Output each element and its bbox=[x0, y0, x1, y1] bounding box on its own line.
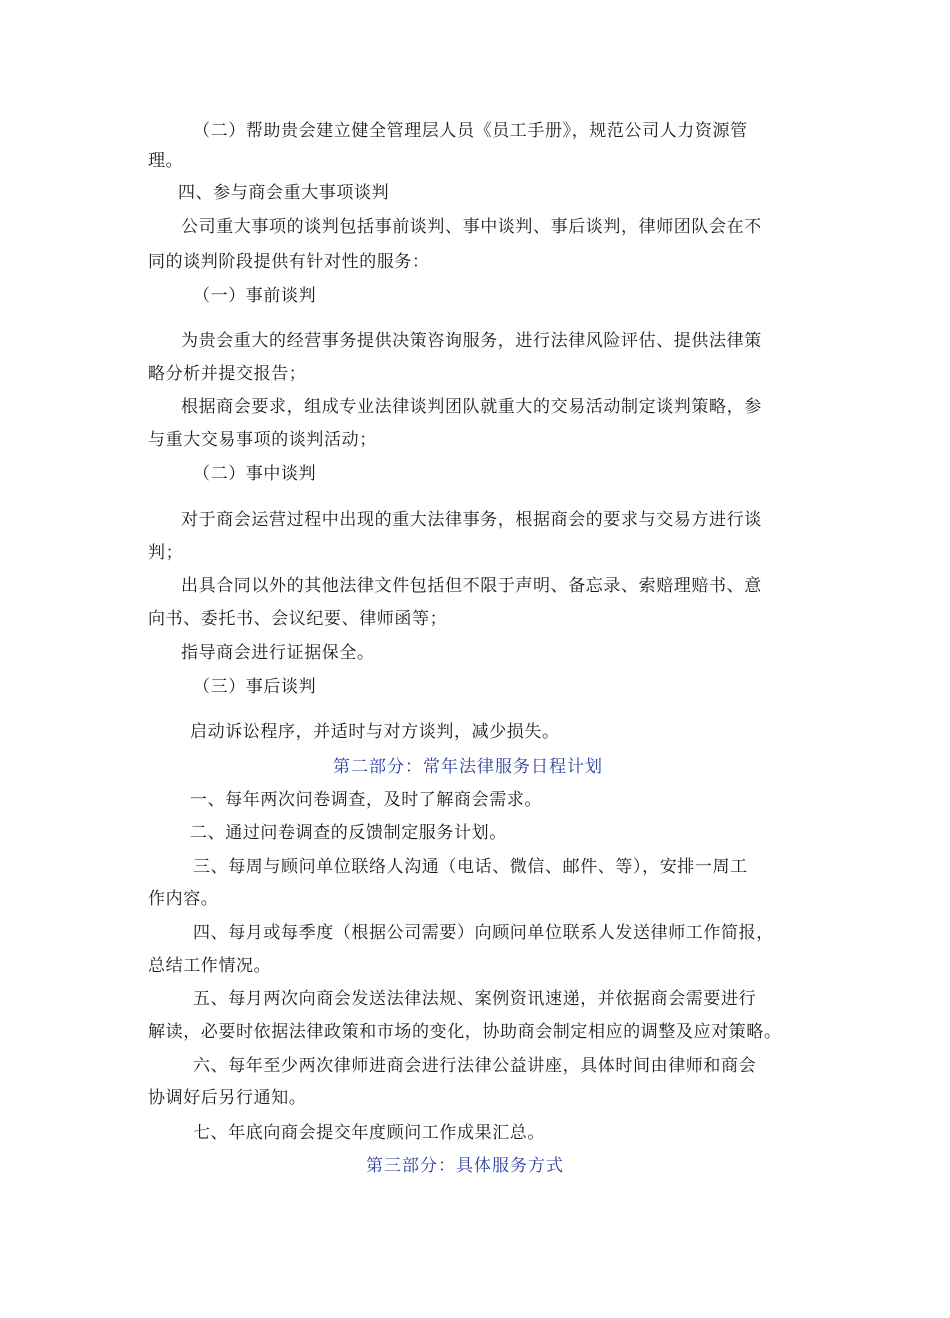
paragraph-line: 启动诉讼程序，并适时与对方谈判，减少损失。 bbox=[190, 722, 560, 742]
paragraph-line: 向书、委托书、会议纪要、律师函等； bbox=[148, 609, 448, 629]
list-item-continuation: 总结工作情况。 bbox=[148, 956, 272, 976]
list-item: 三、每周与顾问单位联络人沟通（电话、微信、邮件、等），安排一周工 bbox=[193, 857, 748, 877]
paragraph-line: 公司重大事项的谈判包括事前谈判、事中谈判、事后谈判，律师团队会在不 bbox=[181, 217, 762, 237]
list-item-continuation: 解读，必要时依据法律政策和市场的变化，协助商会制定相应的调整及应对策略。 bbox=[148, 1022, 782, 1042]
part-heading: 第三部分：具体服务方式 bbox=[366, 1156, 564, 1176]
paragraph-line: （二）帮助贵会建立健全管理层人员《员工手册》，规范公司人力资源管 bbox=[193, 121, 748, 141]
list-item: 四、每月或每季度（根据公司需要）向顾问单位联系人发送律师工作简报， bbox=[193, 923, 774, 943]
list-item-continuation: 作内容。 bbox=[148, 889, 219, 909]
part-heading: 第二部分：常年法律服务日程计划 bbox=[333, 757, 603, 777]
list-item-continuation: 协调好后另行通知。 bbox=[148, 1088, 307, 1108]
paragraph-line: 理。 bbox=[148, 151, 184, 171]
paragraph-line: 同的谈判阶段提供有针对性的服务： bbox=[148, 252, 430, 272]
paragraph-line: 与重大交易事项的谈判活动； bbox=[148, 430, 377, 450]
list-item: 五、每月两次向商会发送法律法规、案例资讯速递，并依据商会需要进行 bbox=[193, 989, 757, 1009]
subsection-heading: （一）事前谈判 bbox=[193, 286, 317, 306]
paragraph-line: 对于商会运营过程中出现的重大法律事务，根据商会的要求与交易方进行谈 bbox=[181, 510, 762, 530]
subsection-heading: （二）事中谈判 bbox=[193, 464, 317, 484]
list-item: 六、每年至少两次律师进商会进行法律公益讲座，具体时间由律师和商会 bbox=[193, 1056, 757, 1076]
paragraph-line: 判； bbox=[148, 543, 184, 563]
paragraph-line: 略分析并提交报告； bbox=[148, 364, 307, 384]
subsection-heading: （三）事后谈判 bbox=[193, 677, 317, 697]
paragraph-line: 为贵会重大的经营事务提供决策咨询服务，进行法律风险评估、提供法律策 bbox=[181, 331, 762, 351]
list-item: 一、每年两次问卷调查，及时了解商会需求。 bbox=[190, 790, 542, 810]
paragraph-line: 根据商会要求，组成专业法律谈判团队就重大的交易活动制定谈判策略，参 bbox=[181, 397, 762, 417]
section-heading: 四、参与商会重大事项谈判 bbox=[178, 183, 390, 203]
paragraph-line: 出具合同以外的其他法律文件包括但不限于声明、备忘录、索赔理赔书、意 bbox=[181, 576, 762, 596]
list-item: 二、通过问卷调查的反馈制定服务计划。 bbox=[190, 823, 507, 843]
paragraph-line: 指导商会进行证据保全。 bbox=[181, 643, 375, 663]
list-item: 七、年底向商会提交年度顾问工作成果汇总。 bbox=[193, 1123, 545, 1143]
